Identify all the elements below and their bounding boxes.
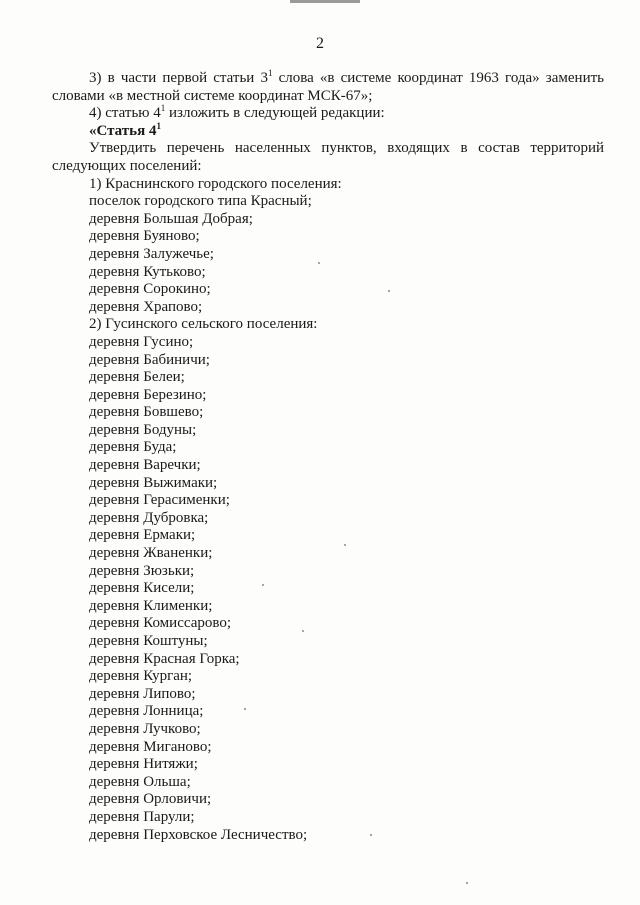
scan-speck — [388, 290, 390, 292]
list-item: деревня Сорокино; — [89, 281, 211, 298]
list-item: деревня Коштуны; — [89, 633, 208, 649]
superscript: 1 — [156, 120, 161, 131]
list-item: деревня Клименки; — [89, 597, 213, 614]
paragraph-text: изложить в следующей редакции: — [165, 105, 385, 122]
list-item: деревня Перховское Лесничество; — [89, 826, 308, 843]
list-item: деревня Герасименки; — [89, 492, 230, 509]
list-item: деревня Парули; — [89, 808, 195, 825]
intro-paragraph: Утвердить перечень населенных пунктов, входящих в состав территорий следующих поселений: — [52, 140, 604, 174]
list-item: деревня Ольша; — [89, 773, 191, 790]
scan-edge-mark — [290, 0, 360, 3]
list-item: деревня Комиссарово; — [89, 615, 232, 632]
list-item: деревня Липово; — [89, 685, 196, 702]
list-item: деревня Курган; — [89, 668, 193, 685]
list-item: деревня Большая Добрая; — [89, 210, 253, 227]
list-item: деревня Варечки; — [89, 457, 201, 474]
list-item: деревня Выжимаки; — [89, 474, 218, 491]
section-1-title: 1) Краснинского городского поселения: — [89, 175, 342, 192]
list-item: деревня Буда; — [89, 439, 177, 456]
scan-speck — [318, 262, 320, 264]
paragraph-text: 4) статью 4 — [89, 105, 161, 122]
superscript: 1 — [267, 68, 273, 78]
list-item: деревня Бодуны; — [89, 421, 197, 438]
list-item: деревня Дубровка; — [89, 509, 209, 526]
article-heading — [52, 120, 604, 141]
list-item: деревня Бовшево; — [89, 404, 204, 421]
list-item: деревня Кутьково; — [89, 263, 206, 280]
list-item: деревня Миганово; — [89, 738, 212, 755]
scan-speck — [302, 630, 304, 632]
paragraph-text: 3) в части первой статьи 3 — [89, 70, 268, 86]
scan-speck — [244, 708, 246, 710]
list-item: деревня Лонница; — [89, 703, 204, 720]
section-2-title: 2) Гусинского сельского поселения: — [89, 316, 318, 333]
list-item: деревня Лучково; — [89, 720, 201, 737]
list-item: деревня Жваненки; — [89, 545, 213, 562]
paragraph-amendment-3 — [52, 70, 604, 105]
scan-speck — [262, 584, 264, 586]
scan-speck — [466, 882, 468, 884]
list-item: деревня Кисели; — [89, 580, 195, 597]
list-item: деревня Зюзьки; — [89, 562, 195, 579]
list-item: деревня Березино; — [89, 386, 207, 403]
list-item: деревня Красная Горка; — [89, 650, 240, 667]
list-item: деревня Орловичи; — [89, 791, 212, 808]
list-item: деревня Буяново; — [89, 228, 200, 245]
page-number: 2 — [316, 35, 324, 52]
heading-text: «Статья 4 — [89, 122, 157, 139]
list-item: деревня Нитяжи; — [89, 756, 198, 773]
list-item: деревня Ермаки; — [89, 527, 196, 544]
section-2-list — [52, 334, 604, 844]
paragraph-text: слова «в системе координат 1963 года» заменить словами «в местной системе координат МСК-67»; — [52, 70, 604, 104]
superscript: 1 — [160, 103, 166, 114]
section-1-list — [52, 193, 604, 316]
list-item: деревня Гусино; — [89, 333, 194, 350]
scan-speck — [344, 544, 346, 546]
list-item: поселок городского типа Красный; — [89, 193, 312, 210]
list-item: деревня Бабиничи; — [89, 351, 210, 368]
document-body — [52, 70, 604, 844]
list-item: деревня Храпово; — [89, 298, 203, 315]
paragraph-amendment-4 — [52, 105, 604, 123]
scan-speck — [370, 834, 372, 836]
list-item: деревня Белеи; — [89, 369, 185, 386]
list-item: деревня Залужечье; — [89, 245, 214, 262]
